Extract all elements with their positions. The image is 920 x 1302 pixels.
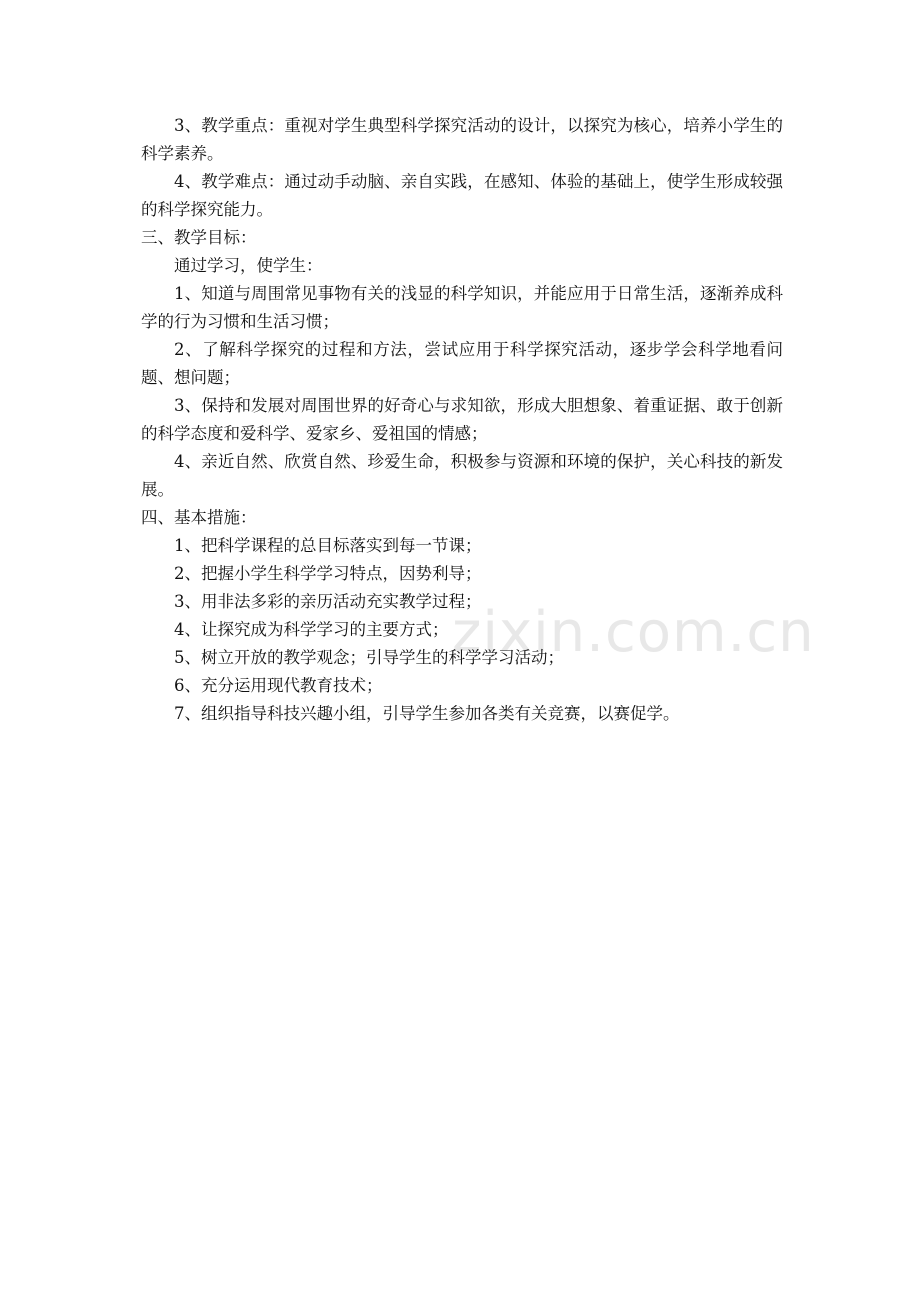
paragraph: 1、知道与周围常见事物有关的浅显的科学知识，并能应用于日常生活，逐渐养成科学的行为习惯和生活习惯； bbox=[141, 284, 783, 331]
watermark: zixin.com.cn bbox=[452, 600, 815, 665]
list-item: 4、让探究成为科学学习的主要方式； bbox=[174, 620, 449, 639]
paragraph: 4、亲近自然、欣赏自然、珍爱生命，积极参与资源和环境的保护，关心科技的新发展。 bbox=[141, 452, 783, 499]
paragraph: 3、教学重点：重视对学生典型科学探究活动的设计，以探究为核心，培养小学生的科学素养。 bbox=[141, 116, 783, 163]
list-item: 6、充分运用现代教育技术； bbox=[174, 676, 383, 695]
paragraph: 2、了解科学探究的过程和方法，尝试应用于科学探究活动，逐步学会科学地看问题、想问题； bbox=[141, 340, 783, 387]
section-heading: 三、教学目标： bbox=[141, 228, 257, 247]
list-item: 7、组织指导科技兴趣小组，引导学生参加各类有关竞赛，以赛促学。 bbox=[174, 704, 680, 723]
section-heading: 四、基本措施： bbox=[141, 508, 257, 527]
list-item: 3、用非法多彩的亲历活动充实教学过程； bbox=[174, 592, 482, 611]
list-item: 1、把科学课程的总目标落实到每一节课； bbox=[174, 536, 482, 555]
list-item: 2、把握小学生科学学习特点，因势利导； bbox=[174, 564, 482, 583]
list-item: 5、树立开放的教学观念；引导学生的科学学习活动； bbox=[174, 648, 564, 667]
paragraph: 通过学习，使学生： bbox=[174, 256, 323, 275]
paragraph: 4、教学难点：通过动手动脑、亲自实践，在感知、体验的基础上，使学生形成较强的科学探究能力。 bbox=[141, 172, 783, 219]
document-body bbox=[141, 112, 783, 728]
paragraph: 3、保持和发展对周围世界的好奇心与求知欲，形成大胆想象、着重证据、敢于创新的科学态度和爱科学、爱家乡、爱祖国的情感； bbox=[141, 396, 783, 443]
